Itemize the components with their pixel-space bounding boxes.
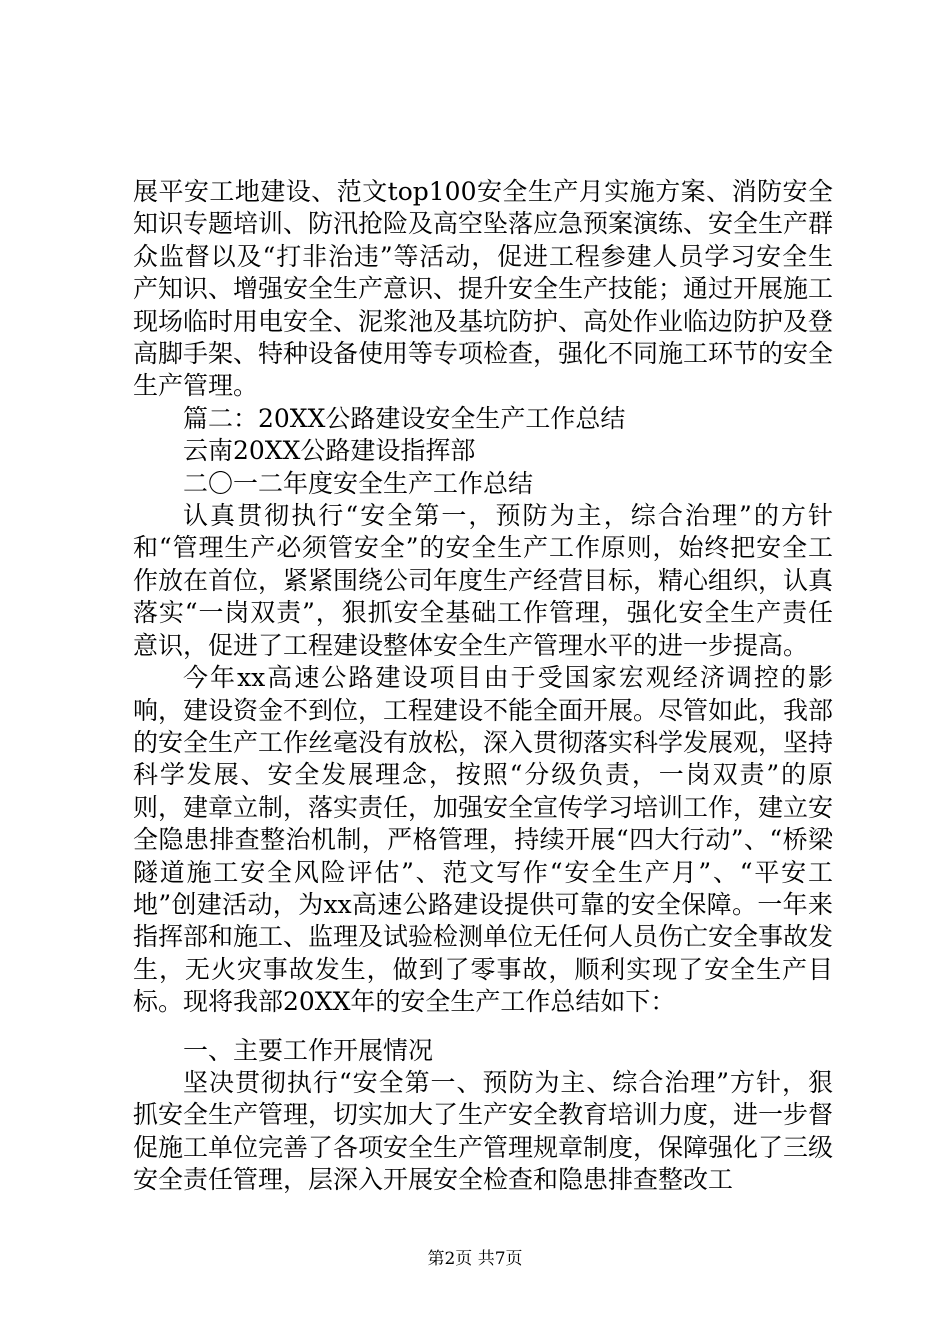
section-heading-main-work: 一、主要工作开展情况 xyxy=(183,1035,434,1065)
section-heading-part-two: 篇二：20XX公路建设安全生产工作总结 xyxy=(183,403,626,433)
paragraph-overview: 今年xx高速公路建设项目由于受国家宏观经济调控的影响，建设资金不到位，工程建设不能全面开展。尽管如此，我部的安全生产工作丝毫没有放松，深入贯彻落实科学发展观，坚持科学发展、安全发展理念，按照“分级负责，一岗双责”的原则，建章立制，落实责任，加强安全宣传学习培训工作，建立安全隐患排查整治机制，严格管理，持续开展“四大行动”、“桥梁隧道施工安全风险评估”、范文写作“安全生产月”、“平安工地”创建活动，为xx高速公路建设提供可靠的安全保障。一年来指挥部和施工、监理及试验检测单位无任何人员伤亡安全事故发生，无火灾事故发生，做到了零事故，顺利实现了安全生产目标。现将我部20XX年的安全生产工作总结如下： xyxy=(133,663,834,1017)
paragraph-main-work: 坚决贯彻执行“安全第一、预防为主、综合治理”方针，狠抓安全生产管理，切实加大了生产安全教育培训力度，进一步督促施工单位完善了各项安全生产管理规章制度，保障强化了三级安全责任管理，层深入开展安全检查和隐患排查整改工 xyxy=(133,1067,834,1195)
document-body xyxy=(133,176,833,1197)
paragraph-intro: 认真贯彻执行“安全第一，预防为主，综合治理”的方针和“管理生产必须管安全”的安全生产工作原则，始终把安全工作放在首位，紧紧围绕公司年度生产经营目标，精心组织，认真落实“一岗双责”，狠抓安全基础工作管理，强化安全生产责任意识，促进了工程建设整体安全生产管理水平的进一步提高。 xyxy=(133,501,834,660)
paragraph-gap xyxy=(133,1019,833,1035)
organization-name: 云南20XX公路建设指挥部 xyxy=(183,436,476,466)
document-title: 二〇一二年度安全生产工作总结 xyxy=(183,468,534,498)
page-footer: 第2页 共7页 xyxy=(427,1249,523,1269)
paragraph-continuation: 展平安工地建设、范文top100安全生产月实施方案、消防安全知识专题培训、防汛抢险及高空坠落应急预案演练、安全生产群众监督以及“打非治违”等活动，促进工程参建人员学习安全生产知识、增强安全生产意识、提升安全生产技能；通过开展施工现场临时用电安全、泥浆池及基坑防护、高处作业临边防护及登高脚手架、特种设备使用等专项检查，强化不同施工环节的安全生产管理。 xyxy=(133,177,834,401)
